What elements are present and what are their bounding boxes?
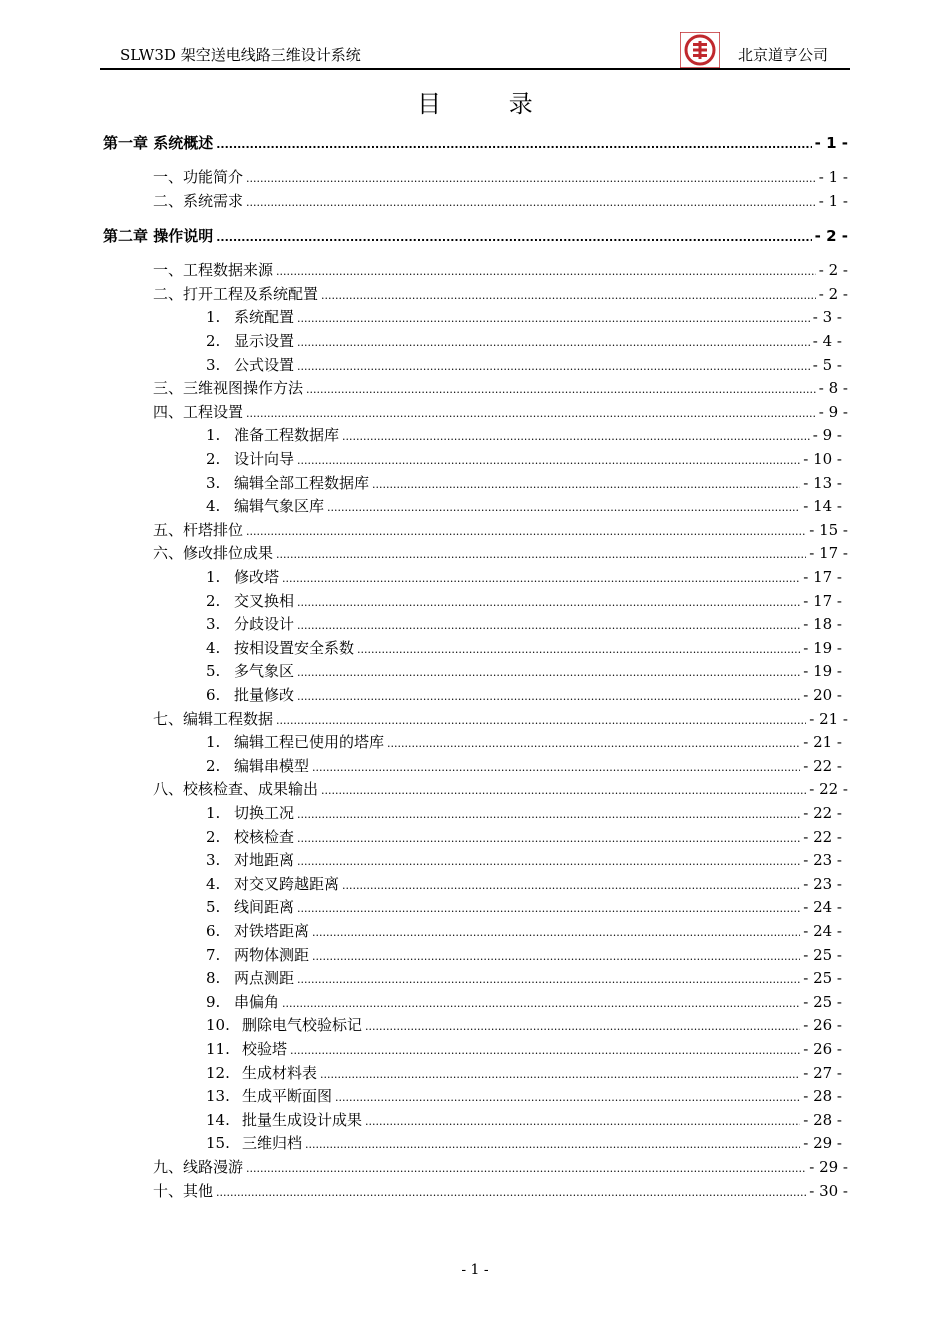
toc-entry-number: 1. (206, 568, 221, 586)
toc-entry-label (206, 826, 294, 847)
toc-entry-text: 准备工程数据库 (234, 426, 340, 445)
toc-entry-number: 1. (206, 308, 221, 327)
dot-leader (282, 997, 800, 1010)
toc-entry-number: 11. (206, 1040, 230, 1058)
toc-entry[interactable] (153, 519, 848, 541)
toc-entry-text: 第一章 系统概述 (103, 134, 214, 152)
toc-entry-text: 批量生成设计成果 (242, 1110, 363, 1129)
toc-entry-label (153, 190, 243, 211)
toc-entry-number: 2. (206, 827, 221, 846)
toc-page-number: - 22 - (803, 827, 842, 846)
toc-entry-text: 三、三维视图操作方法 (153, 379, 304, 398)
toc-entry-text: 显示设置 (234, 332, 295, 350)
dot-leader (297, 454, 800, 467)
toc-entry[interactable] (153, 259, 848, 281)
toc-entry[interactable] (153, 377, 848, 399)
dot-leader (342, 430, 810, 443)
toc-entry-number: 9. (206, 992, 221, 1011)
toc-page-number: - 2 - (814, 227, 848, 246)
toc-entry-text: 八、校核检查、成果输出 (153, 780, 319, 799)
toc-entry-number: 5. (206, 898, 221, 917)
toc-entry-number: 13. (206, 1087, 230, 1106)
toc-entry-label (153, 377, 303, 398)
toc-chapter[interactable] (103, 132, 848, 154)
toc-entry-text: 三维归档 (242, 1134, 303, 1153)
toc-entry-text: 串偏角 (234, 992, 280, 1011)
page-title: 目 录 (417, 90, 563, 118)
toc-entry-text: 切换工况 (234, 804, 295, 822)
toc-page-number: - 1 - (818, 168, 848, 186)
dot-leader (297, 596, 800, 609)
toc-page-number: - 3 - (812, 308, 842, 327)
toc-entry[interactable] (206, 1109, 842, 1131)
toc-entry[interactable] (206, 826, 842, 848)
toc-page-number: - 1 - (818, 191, 848, 210)
toc-entry-text: 校核检查 (234, 827, 295, 846)
dot-leader (327, 501, 800, 514)
toc-page-number: - 15 - (809, 520, 848, 539)
toc-page-number: - 25 - (803, 992, 842, 1011)
toc-entry-label (153, 401, 243, 422)
toc-entry-number: 4. (206, 638, 221, 657)
dot-leader (297, 690, 800, 703)
toc-entry[interactable] (206, 613, 842, 635)
toc-entry-label (206, 1014, 362, 1035)
toc-entry[interactable] (206, 896, 842, 918)
toc-entry-label (206, 849, 294, 870)
toc-entry-label (206, 1109, 362, 1130)
toc-page-number: - 20 - (803, 686, 842, 704)
toc-page-number: - 21 - (803, 733, 842, 752)
dot-leader (312, 950, 800, 963)
toc-entry-text: 多气象区 (234, 662, 295, 681)
toc-entry[interactable] (153, 778, 848, 800)
toc-entry[interactable] (153, 190, 848, 212)
toc-entry-number: 10. (206, 1016, 230, 1035)
dot-leader (216, 231, 811, 244)
toc-entry-label (206, 330, 294, 351)
toc-entry[interactable] (153, 1156, 848, 1178)
toc-entry-number: 4. (206, 874, 221, 893)
toc-page-number: - 27 - (803, 1063, 842, 1082)
dot-leader (297, 360, 810, 373)
toc-entry[interactable] (206, 472, 842, 494)
toc-page-number: - 10 - (803, 450, 842, 468)
page-number-footer: - 1 - (461, 1262, 489, 1278)
toc-entry[interactable] (153, 166, 848, 188)
toc-entry-number: 2. (206, 756, 221, 775)
toc-entry-text: 线间距离 (234, 898, 295, 917)
toc-entry-text: 一、功能简介 (153, 168, 244, 186)
toc-entry-label (206, 896, 294, 917)
toc-entry-label (206, 802, 294, 823)
toc-entry-text: 生成材料表 (242, 1063, 318, 1082)
toc-entry[interactable] (206, 590, 842, 612)
toc-entry[interactable] (206, 637, 842, 659)
toc-page-number: - 26 - (803, 1040, 842, 1058)
toc-page-number: - 24 - (803, 898, 842, 917)
toc-entry[interactable] (206, 944, 842, 966)
toc-page-number: - 25 - (803, 969, 842, 988)
dot-leader (216, 1186, 806, 1199)
toc-entry[interactable] (206, 967, 842, 989)
toc-entry[interactable] (206, 755, 842, 777)
dot-leader (276, 548, 806, 561)
toc-entry-label (206, 873, 339, 894)
dot-leader (335, 1091, 800, 1104)
toc-page-number: - 22 - (803, 756, 842, 775)
dot-leader (320, 1068, 800, 1081)
toc-page-number: - 2 - (818, 284, 848, 303)
toc-entry-number: 4. (206, 497, 221, 516)
toc-entry[interactable] (153, 542, 848, 564)
toc-page-number: - 26 - (803, 1016, 842, 1035)
toc-entry-label (153, 1180, 213, 1201)
toc-entry-text: 第二章 操作说明 (103, 227, 214, 246)
toc-entry-label (206, 424, 339, 445)
toc-entry[interactable] (206, 684, 842, 706)
toc-entry-label (206, 495, 324, 516)
toc-entry-text: 五、杆塔排位 (153, 520, 244, 539)
company-name: 北京道亨公司 (737, 46, 828, 64)
dot-leader (297, 973, 800, 986)
toc-entry[interactable] (206, 873, 842, 895)
toc-page-number: - 17 - (803, 568, 842, 586)
toc-entry-label (153, 519, 243, 540)
toc-entry-label (206, 991, 279, 1012)
toc-entry-number: 12. (206, 1063, 230, 1082)
toc-entry-label (206, 755, 309, 776)
toc-entry[interactable] (206, 1132, 842, 1154)
toc-entry-label (206, 684, 294, 705)
toc-entry-label (206, 448, 294, 469)
toc-entry[interactable] (206, 1085, 842, 1107)
toc-entry-text: 公式设置 (234, 355, 295, 374)
toc-entry-text: 对交叉跨越距离 (234, 874, 340, 893)
toc-page-number: - 8 - (818, 379, 848, 398)
toc-entry-text: 设计向导 (234, 450, 295, 468)
toc-entry-label (206, 1085, 332, 1106)
dot-leader (290, 1044, 800, 1057)
toc-entry[interactable] (206, 330, 842, 352)
toc-entry-number: 3. (206, 473, 221, 492)
dot-leader (297, 855, 800, 868)
toc-entry[interactable] (206, 495, 842, 517)
toc-entry-text: 对地距离 (234, 851, 295, 870)
dot-leader (321, 784, 806, 797)
toc-entry-label (206, 472, 369, 493)
toc-page-number: - 2 - (818, 261, 848, 280)
toc-entry-number: 6. (206, 922, 221, 940)
toc-page-number: - 17 - (803, 591, 842, 610)
toc-entry-text: 编辑全部工程数据库 (234, 473, 370, 492)
toc-page-number: - 19 - (803, 638, 842, 657)
toc-page-number: - 22 - (809, 780, 848, 799)
toc-entry-text: 分歧设计 (234, 615, 295, 634)
toc-entry-number: 15. (206, 1134, 230, 1153)
toc-entry-text: 删除电气校验标记 (242, 1016, 363, 1035)
dot-leader (246, 407, 816, 420)
dot-leader (246, 196, 816, 209)
toc-page-number: - 5 - (812, 355, 842, 374)
toc-entry[interactable] (206, 731, 842, 753)
toc-entry-label (206, 590, 294, 611)
toc-entry[interactable] (153, 1180, 848, 1202)
toc-page-number: - 21 - (809, 709, 848, 728)
dot-leader (312, 926, 800, 939)
toc-page-number: - 30 - (809, 1181, 848, 1200)
toc-entry-text: 两物体测距 (234, 945, 310, 964)
header-title: SLW3D 架空送电线路三维设计系统 (120, 46, 361, 64)
dot-leader (246, 1162, 806, 1175)
toc-entry[interactable] (206, 1038, 842, 1060)
toc-entry[interactable] (153, 708, 848, 730)
dot-leader (297, 619, 800, 632)
toc-entry-label (206, 566, 279, 587)
dot-leader (246, 172, 816, 185)
toc-entry[interactable] (206, 849, 842, 871)
dot-leader (297, 312, 810, 325)
toc-entry-number: 2. (206, 450, 221, 468)
dot-leader (297, 666, 800, 679)
toc-entry-number: 2. (206, 332, 221, 350)
company-seal-logo (680, 32, 720, 68)
dot-leader (365, 1020, 800, 1033)
toc-page-number: - 29 - (803, 1134, 842, 1153)
toc-entry[interactable] (206, 991, 842, 1013)
toc-entry-label (206, 306, 294, 327)
toc-entry-text: 两点测距 (234, 969, 295, 988)
toc-entry-number: 6. (206, 686, 221, 704)
toc-entry-text: 批量修改 (234, 686, 295, 704)
toc-entry-label (153, 1156, 243, 1177)
toc-entry-label (153, 708, 273, 729)
toc-entry-number: 3. (206, 355, 221, 374)
toc-entry-label (206, 613, 294, 634)
toc-entry-label (206, 1038, 287, 1059)
toc-entry-text: 十、其他 (153, 1181, 214, 1200)
toc-entry-text: 生成平断面图 (242, 1087, 333, 1106)
dot-leader (297, 832, 800, 845)
toc-page-number: - 25 - (803, 945, 842, 964)
toc-chapter[interactable] (103, 225, 848, 247)
toc-entry[interactable] (206, 1062, 842, 1084)
dot-leader (297, 808, 800, 821)
toc-entry-text: 系统配置 (234, 308, 295, 327)
toc-entry-number: 1. (206, 733, 221, 752)
toc-entry-number: 1. (206, 426, 221, 445)
dot-leader (306, 383, 816, 396)
toc-entry[interactable] (206, 802, 842, 824)
toc-entry-number: 5. (206, 662, 221, 681)
toc-entry-text: 二、打开工程及系统配置 (153, 284, 319, 303)
toc-entry-label (206, 1132, 302, 1153)
toc-entry-text: 编辑工程已使用的塔库 (234, 733, 385, 752)
dot-leader (282, 572, 800, 585)
toc-page-number: - 23 - (803, 874, 842, 893)
toc-entry[interactable] (206, 566, 842, 588)
toc-entry-label (206, 637, 354, 658)
toc-entry-text: 二、系统需求 (153, 191, 244, 210)
dot-leader (365, 1115, 800, 1128)
dot-leader (372, 478, 800, 491)
toc-entry[interactable] (153, 401, 848, 423)
toc-entry-number: 14. (206, 1110, 230, 1129)
toc-entry[interactable] (206, 424, 842, 446)
toc-entry-label (153, 283, 318, 304)
toc-entry-text: 九、线路漫游 (153, 1158, 244, 1176)
toc-page-number: - 17 - (809, 544, 848, 563)
dot-leader (312, 761, 800, 774)
toc-entry-number: 3. (206, 851, 221, 870)
toc-page-number: - 13 - (803, 473, 842, 492)
toc-entry-label (206, 967, 294, 988)
toc-entry-label (206, 1062, 317, 1083)
toc-page-number: - 28 - (803, 1110, 842, 1129)
dot-leader (342, 879, 800, 892)
header-rule (100, 68, 850, 70)
toc-entry-text: 七、编辑工程数据 (153, 709, 274, 728)
toc-entry-number: 7. (206, 945, 221, 964)
toc-entry-label (206, 920, 309, 941)
dot-leader (305, 1138, 800, 1151)
toc-page-number: - 28 - (803, 1087, 842, 1106)
toc-entry-text: 校验塔 (242, 1040, 288, 1058)
dot-leader (276, 714, 806, 727)
toc-entry[interactable] (206, 306, 842, 328)
toc-entry[interactable] (206, 448, 842, 470)
dot-leader (387, 737, 800, 750)
toc-entry[interactable] (206, 354, 842, 376)
toc-entry[interactable] (206, 1014, 842, 1036)
toc-entry-label (206, 660, 294, 681)
toc-entry[interactable] (206, 660, 842, 682)
toc-entry-text: 对铁塔距离 (234, 922, 310, 940)
toc-entry-label (103, 132, 213, 153)
toc-entry-text: 编辑串模型 (234, 756, 310, 775)
toc-entry-text: 按相设置安全系数 (234, 638, 355, 657)
toc-entry-number: 2. (206, 591, 221, 610)
toc-entry-label (103, 225, 213, 246)
toc-entry-label (153, 542, 273, 563)
toc-entry[interactable] (153, 283, 848, 305)
toc-entry-text: 一、工程数据来源 (153, 261, 274, 280)
toc-entry-text: 编辑气象区库 (234, 497, 325, 516)
toc-entry-label (206, 354, 294, 375)
dot-leader (297, 336, 810, 349)
toc-entry-number: 1. (206, 804, 221, 822)
dot-leader (246, 525, 806, 538)
toc-entry-text: 四、工程设置 (153, 402, 244, 421)
toc-entry-label (153, 166, 243, 187)
toc-entry-label (153, 778, 318, 799)
toc-page-number: - 1 - (814, 134, 848, 152)
toc-entry-text: 交叉换相 (234, 591, 295, 610)
toc-entry-label (206, 731, 384, 752)
dot-leader (321, 289, 816, 302)
toc-entry-number: 3. (206, 615, 221, 634)
toc-entry[interactable] (206, 920, 842, 942)
toc-entry-text: 修改塔 (234, 568, 280, 586)
dot-leader (297, 902, 800, 915)
toc-page-number: - 9 - (812, 426, 842, 445)
dot-leader (216, 138, 811, 151)
toc-entry-number: 8. (206, 969, 221, 988)
toc-page-number: - 23 - (803, 851, 842, 870)
toc-entry-label (206, 944, 309, 965)
toc-page-number: - 19 - (803, 662, 842, 681)
toc-page-number: - 14 - (803, 497, 842, 516)
toc-page-number: - 29 - (809, 1158, 848, 1176)
toc-page-number: - 18 - (803, 615, 842, 634)
toc-page-number: - 22 - (803, 804, 842, 822)
toc-page-number: - 9 - (818, 402, 848, 421)
toc-page-number: - 4 - (812, 332, 842, 350)
toc-entry-text: 六、修改排位成果 (153, 544, 274, 563)
toc-page-number: - 24 - (803, 922, 842, 940)
dot-leader (357, 643, 800, 656)
dot-leader (276, 265, 816, 278)
page-header (100, 30, 850, 70)
toc-entry-label (153, 259, 273, 280)
